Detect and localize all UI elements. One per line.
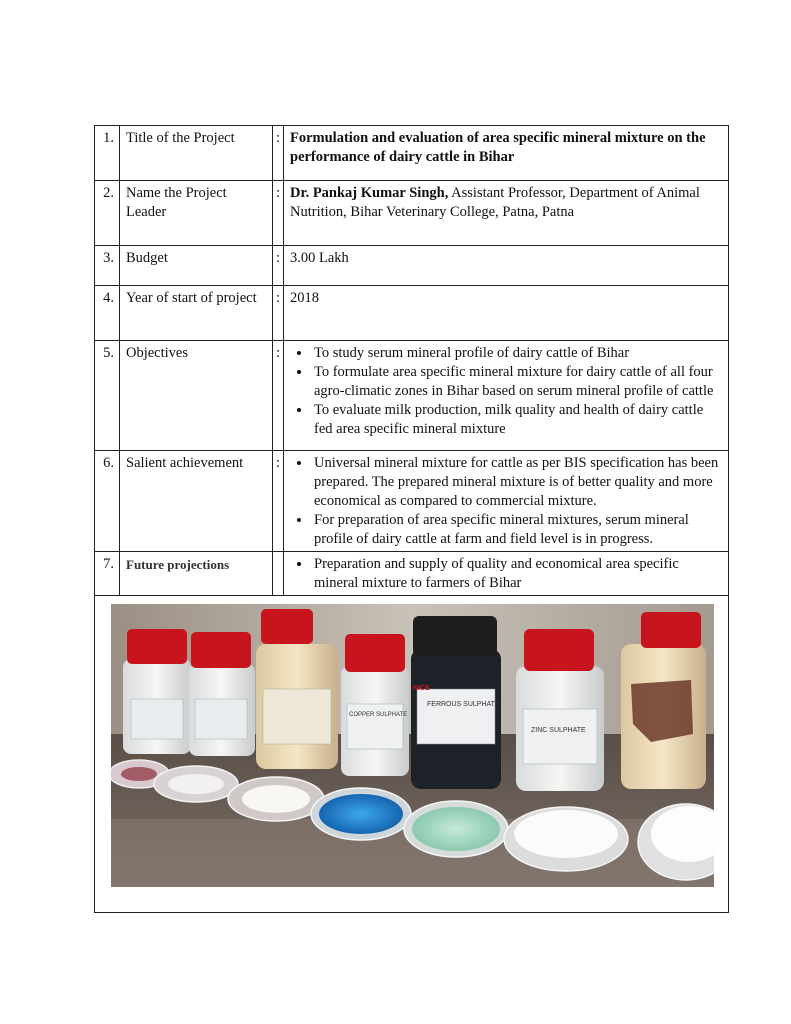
budget-value: 3.00 Lakh — [284, 246, 729, 286]
future-list — [290, 555, 722, 593]
row-label: Year of start of project — [120, 286, 273, 341]
row-colon — [273, 552, 284, 596]
row-objectives — [95, 341, 729, 451]
list-item: • Universal mineral mixture for cattle as per BIS specification has been prepared. The prepared mineral mixture is of better quality and more economical as compared to commercial mixture. — [312, 454, 722, 511]
bottle-cap — [261, 609, 313, 644]
row-label: Objectives — [120, 341, 273, 451]
row-colon: : — [273, 451, 284, 552]
row-number: 7. — [95, 552, 120, 596]
bottle-cap — [191, 632, 251, 668]
bottle-label: ZINC SULPHATE — [531, 727, 586, 734]
list-item: • Preparation and supply of quality and economical area specific mineral mixture to farmers of Bihar — [312, 555, 722, 593]
bottle-cap — [345, 634, 405, 672]
row-number: 6. — [95, 451, 120, 552]
row-colon: : — [273, 286, 284, 341]
row-achievement — [95, 451, 729, 552]
row-number: 2. — [95, 181, 120, 246]
achievement-cell — [284, 451, 729, 552]
project-title: Formulation and evaluation of area specific mineral mixture on the performance of dairy cattle in Bihar — [284, 126, 729, 181]
row-label: Title of the Project — [120, 126, 273, 181]
list-item: • To evaluate milk production, milk quality and health of dairy cattle fed area specific mineral mixture — [312, 401, 722, 439]
row-number: 3. — [95, 246, 120, 286]
leader-description: Assistant Professor, Department of Animal Nutrition, Bihar Veterinary College, Patna, Patna — [290, 185, 700, 220]
year-value: 2018 — [284, 286, 729, 341]
achievement-list — [290, 454, 722, 549]
row-label: Name the Project Leader — [120, 181, 273, 246]
bottle-cap — [641, 612, 701, 648]
project-info-table — [94, 125, 729, 913]
bottle-cap — [127, 629, 187, 664]
objectives-list — [290, 344, 722, 439]
bottle-label: COPPER SULPHATE — [349, 712, 408, 718]
row-label: Salient achievement — [120, 451, 273, 552]
bottle-cap — [524, 629, 594, 671]
row-colon: : — [273, 181, 284, 246]
list-item: • For preparation of area specific mineral mixtures, serum mineral profile of dairy cattle at farm and field level is in progress. — [312, 511, 722, 549]
row-colon: : — [273, 126, 284, 181]
row-future — [95, 552, 729, 596]
project-leader — [284, 181, 729, 246]
row-colon: : — [273, 341, 284, 451]
mineral-salts-photo — [111, 604, 714, 887]
future-cell — [284, 552, 729, 596]
bottle-label: FERROUS SULPHATE — [427, 701, 500, 708]
leader-name: Dr. Pankaj Kumar Singh, — [290, 185, 449, 201]
photo-cell — [95, 596, 729, 913]
row-colon: : — [273, 246, 284, 286]
row-number: 1. — [95, 126, 120, 181]
row-label: Future projections — [120, 552, 273, 596]
row-leader — [95, 181, 729, 246]
row-budget — [95, 246, 729, 286]
row-number: 4. — [95, 286, 120, 341]
brand-logo: NICE — [413, 685, 430, 692]
row-photo — [95, 596, 729, 913]
row-year — [95, 286, 729, 341]
row-title — [95, 126, 729, 181]
list-item: • To study serum mineral profile of dairy cattle of Bihar — [312, 344, 722, 363]
list-item: • To formulate area specific mineral mixture for dairy cattle of all four agro-climatic zones in Bihar based on serum mineral profile of cattle — [312, 363, 722, 401]
row-label: Budget — [120, 246, 273, 286]
bottle-cap — [413, 616, 497, 656]
row-number: 5. — [95, 341, 120, 451]
objectives-cell — [284, 341, 729, 451]
